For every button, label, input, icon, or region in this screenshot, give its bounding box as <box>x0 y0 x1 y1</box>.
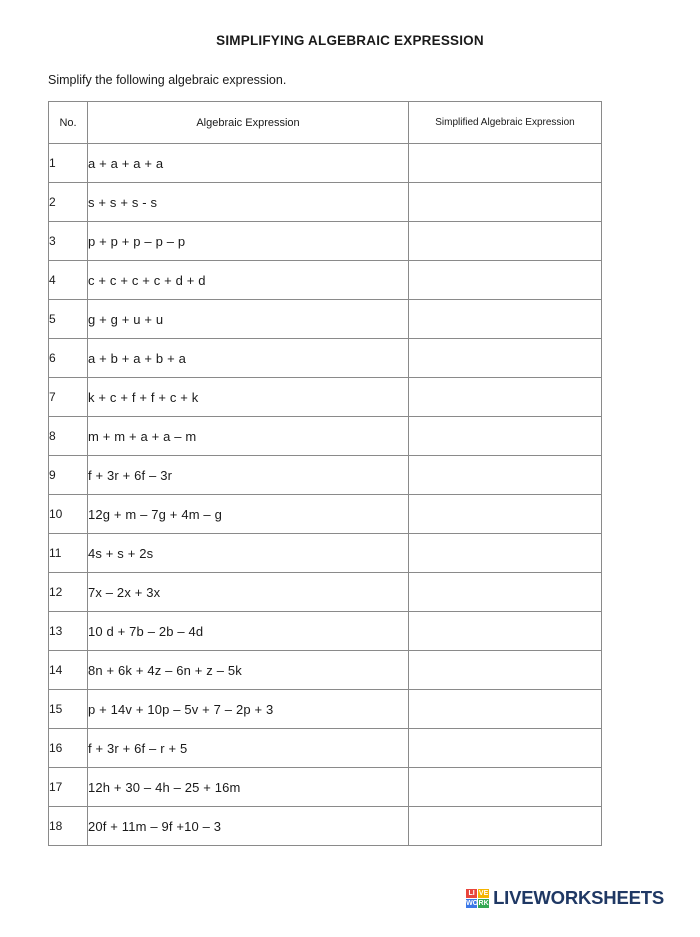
table-row <box>49 339 602 378</box>
table-header-row <box>49 102 602 144</box>
answer-input-cell[interactable] <box>409 183 602 222</box>
answer-input-cell[interactable] <box>409 534 602 573</box>
table-row <box>49 534 602 573</box>
exercise-table <box>48 101 602 846</box>
table-row <box>49 495 602 534</box>
row-number: 6 <box>49 339 88 378</box>
answer-input-cell[interactable] <box>409 729 602 768</box>
algebraic-expression: g + g + u + u <box>88 300 409 339</box>
row-number: 3 <box>49 222 88 261</box>
answer-input-cell[interactable] <box>409 300 602 339</box>
logo-tile-ve: VE <box>478 889 489 897</box>
liveworksheets-logo <box>466 887 664 909</box>
algebraic-expression: s + s + s - s <box>88 183 409 222</box>
algebraic-expression: p + p + p – p – p <box>88 222 409 261</box>
row-number: 18 <box>49 807 88 846</box>
answer-input-cell[interactable] <box>409 378 602 417</box>
table-row <box>49 573 602 612</box>
table-row <box>49 456 602 495</box>
algebraic-expression: k + c + f + f + c + k <box>88 378 409 417</box>
row-number: 14 <box>49 651 88 690</box>
logo-tile-li: LI <box>466 889 477 898</box>
row-number: 2 <box>49 183 88 222</box>
row-number: 8 <box>49 417 88 456</box>
answer-input-cell[interactable] <box>409 690 602 729</box>
row-number: 5 <box>49 300 88 339</box>
row-number: 15 <box>49 690 88 729</box>
table-row <box>49 690 602 729</box>
algebraic-expression: p + 14v + 10p – 5v + 7 – 2p + 3 <box>88 690 409 729</box>
algebraic-expression: c + c + c + c + d + d <box>88 261 409 300</box>
worksheet-page <box>0 33 700 937</box>
algebraic-expression: a + b + a + b + a <box>88 339 409 378</box>
logo-wordmark: LIVEWORKSHEETS <box>493 887 664 908</box>
row-number: 9 <box>49 456 88 495</box>
table-body <box>49 144 602 846</box>
algebraic-expression: f + 3r + 6f – 3r <box>88 456 409 495</box>
header-simplified: Simplified Algebraic Expression <box>409 102 602 144</box>
header-expression: Algebraic Expression <box>88 102 409 144</box>
table-row <box>49 729 602 768</box>
row-number: 7 <box>49 378 88 417</box>
table-row <box>49 144 602 183</box>
algebraic-expression: a + a + a + a <box>88 144 409 183</box>
algebraic-expression: 10 d + 7b – 2b – 4d <box>88 612 409 651</box>
table-row <box>49 300 602 339</box>
table-row <box>49 417 602 456</box>
algebraic-expression: f + 3r + 6f – r + 5 <box>88 729 409 768</box>
row-number: 1 <box>49 144 88 183</box>
header-no: No. <box>49 102 88 144</box>
row-number: 12 <box>49 573 88 612</box>
table-row <box>49 222 602 261</box>
table-row <box>49 378 602 417</box>
row-number: 11 <box>49 534 88 573</box>
algebraic-expression: 12h + 30 – 4h – 25 + 16m <box>88 768 409 807</box>
answer-input-cell[interactable] <box>409 222 602 261</box>
algebraic-expression: 8n + 6k + 4z – 6n + z – 5k <box>88 651 409 690</box>
logo-grid-icon <box>466 889 489 908</box>
answer-input-cell[interactable] <box>409 612 602 651</box>
algebraic-expression: 4s + s + 2s <box>88 534 409 573</box>
table-row <box>49 807 602 846</box>
row-number: 4 <box>49 261 88 300</box>
answer-input-cell[interactable] <box>409 339 602 378</box>
answer-input-cell[interactable] <box>409 144 602 183</box>
logo-tile-rk: RK <box>478 899 489 907</box>
algebraic-expression: 7x – 2x + 3x <box>88 573 409 612</box>
algebraic-expression: 12g + m – 7g + 4m – g <box>88 495 409 534</box>
algebraic-expression: 20f + 11m – 9f +10 – 3 <box>88 807 409 846</box>
table-row <box>49 612 602 651</box>
row-number: 13 <box>49 612 88 651</box>
table-row <box>49 183 602 222</box>
table-row <box>49 261 602 300</box>
answer-input-cell[interactable] <box>409 456 602 495</box>
page-title: SIMPLIFYING ALGEBRAIC EXPRESSION <box>216 33 484 48</box>
answer-input-cell[interactable] <box>409 417 602 456</box>
row-number: 10 <box>49 495 88 534</box>
row-number: 17 <box>49 768 88 807</box>
answer-input-cell[interactable] <box>409 768 602 807</box>
table-row <box>49 651 602 690</box>
answer-input-cell[interactable] <box>409 807 602 846</box>
row-number: 16 <box>49 729 88 768</box>
instruction-text: Simplify the following algebraic expression. <box>48 73 287 87</box>
answer-input-cell[interactable] <box>409 651 602 690</box>
algebraic-expression: m + m + a + a – m <box>88 417 409 456</box>
logo-tile-wo: WO <box>466 899 479 907</box>
answer-input-cell[interactable] <box>409 261 602 300</box>
table-row <box>49 768 602 807</box>
answer-input-cell[interactable] <box>409 495 602 534</box>
answer-input-cell[interactable] <box>409 573 602 612</box>
